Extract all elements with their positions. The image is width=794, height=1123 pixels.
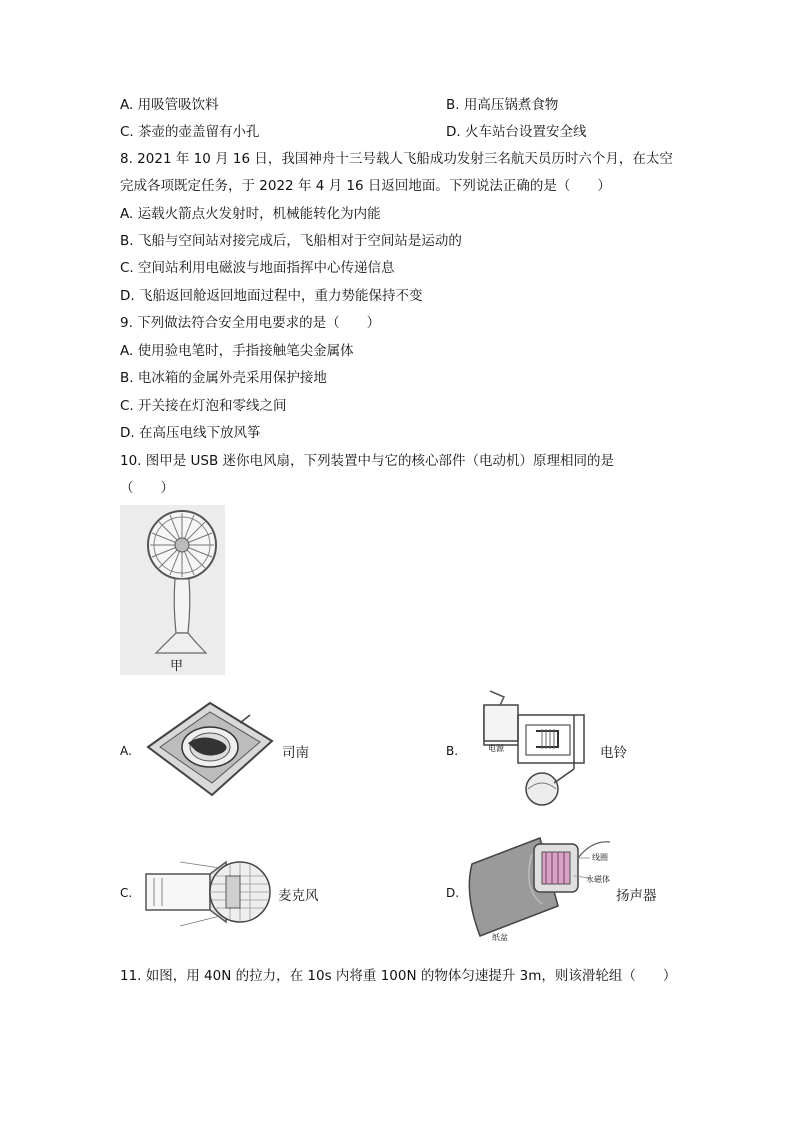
q8-stem-line2: 完成各项既定任务，于 2022 年 4 月 16 日返回地面。下列说法正确的是（ ） [120,178,611,194]
q9-option-b: B. 电冰箱的金属外壳采用保护接地 [120,370,327,386]
q7-option-d: D. 火车站台设置安全线 [446,124,587,140]
q10-option-a-letter: A. [120,744,132,758]
q7-option-a: A. 用吸管吸饮料 [120,97,219,113]
q7-option-c: C. 茶壶的壶盖留有小孔 [120,124,260,140]
sinan-illustration [140,695,278,803]
q9-stem: 9. 下列做法符合安全用电要求的是（ ） [120,315,381,331]
q7-option-b: B. 用高压锅煮食物 [446,97,559,113]
q9-option-c: C. 开关接在灯泡和零线之间 [120,398,287,414]
q8-option-b: B. 飞船与空间站对接完成后，飞船相对于空间站是运动的 [120,233,462,249]
q10-option-a-caption: 司南 [282,745,309,761]
fan-figure [120,505,225,675]
q10-option-b-letter: B. [446,744,459,758]
microphone-figure [140,842,274,942]
speaker-coil-label: 线圈 [592,853,608,862]
bell-power-label: 电源 [488,744,504,753]
speaker-cone-label: 纸盆 [492,933,508,942]
q8-option-c: C. 空间站利用电磁波与地面指挥中心传递信息 [120,260,395,276]
q10-option-c-caption: 麦克风 [278,888,319,904]
q9-option-d: D. 在高压电线下放风筝 [120,425,261,441]
q8-option-a: A. 运载火箭点火发射时，机械能转化为内能 [120,206,381,222]
fan-illustration [120,505,225,675]
microphone-illustration [140,842,274,942]
fan-figure-label: 甲 [170,659,184,674]
q10-option-b-caption: 电铃 [600,745,627,761]
q9-option-a: A. 使用验电笔时，手指接触笔尖金属体 [120,343,354,359]
bell-figure [470,685,598,807]
q10-stem-line1: 10. 图甲是 USB 迷你电风扇，下列装置中与它的核心部件（电动机）原理相同的是 [120,453,615,469]
speaker-illustration [462,828,612,946]
q10-stem-line2: （ ） [120,480,174,496]
q10-option-d-letter: D. [446,886,460,900]
speaker-magnet-label: 永磁体 [586,875,610,884]
q10-option-d-caption: 扬声器 [616,888,657,904]
q8-stem-line1: 8. 2021 年 10 月 16 日，我国神舟十三号载人飞船成功发射三名航天员历时六个月，在太空 [120,151,673,167]
sinan-figure [140,695,278,803]
q11-stem: 11. 如图，用 40N 的拉力，在 10s 内将重 100N 的物体匀速提升 3m，则该滑轮组（ ） [120,968,677,984]
speaker-figure [462,828,612,946]
q8-option-d: D. 飞船返回舱返回地面过程中，重力势能保持不变 [120,288,423,304]
q10-option-c-letter: C. [120,886,133,900]
